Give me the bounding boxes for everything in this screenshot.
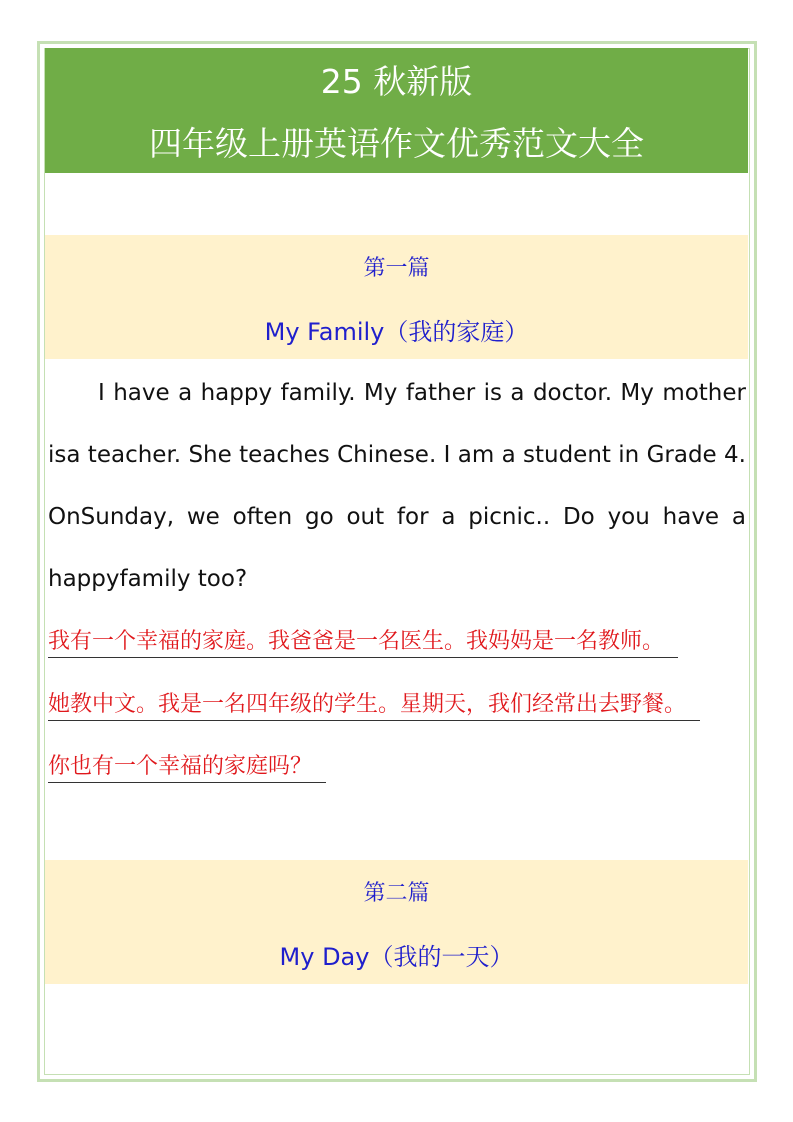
header-title: 四年级上册英语作文优秀范文大全 [149,124,644,163]
english-essay-text: I have a happy family. My father is a doctor. My mother isa teacher. She teaches Chinese. I am a student in Grade 4. OnSunday, we often go out for a picnic.. Do you have a happyfamily too? [48,380,746,592]
document-header [45,48,748,173]
chapter-heading-1 [45,235,748,359]
chinese-translation-line: 她教中文。我是一名四年级的学生。星期天，我们经常出去野餐。 [48,690,700,721]
chapter-number: 第二篇 [363,881,430,906]
chinese-translation-line: 你也有一个幸福的家庭吗？ [48,752,326,783]
chinese-translation-line: 我有一个幸福的家庭。我爸爸是一名医生。我妈妈是一名教师。 [48,627,678,658]
chapter-title: My Day（我的一天） [279,943,514,971]
chapter-title: My Family（我的家庭） [264,318,529,346]
header-edition: 25 秋新版 [320,62,473,101]
chapter-number: 第一篇 [363,256,430,281]
chapter-heading-2 [45,860,748,984]
